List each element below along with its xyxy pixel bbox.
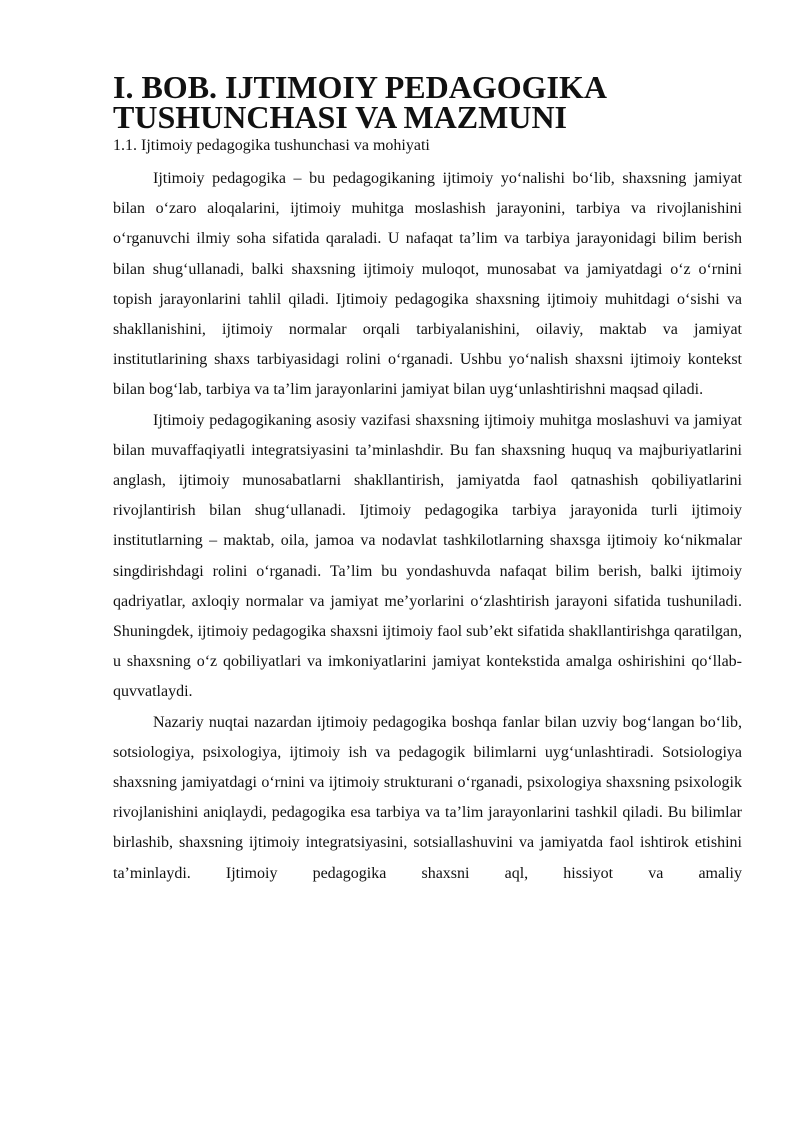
section-title: 1.1. Ijtimoiy pedagogika tushunchasi va mohiyati <box>113 137 430 154</box>
document-page <box>113 69 742 889</box>
chapter-title: I. BOB. IJTIMOIY PEDAGOGIKA TUSHUNCHASI VA MAZMUNI <box>113 69 606 135</box>
paragraph-2: Ijtimoiy pedagogikaning asosiy vazifasi shaxsning ijtimoiy muhitga moslashuvi va jamiyat bilan muvaffaqiyatli integratsiyasini ta’minlashdir. Bu fan shaxsning huquq va majburiyatlarini anglash, ijtimoiy munosabatlarni shakllantirish, jamiyatda faol qatnashish qobiliyatlarini rivojlantirish bilan shug‘ullanadi. Ijtimoiy pedagogika tarbiya jarayonida turli ijtimoiy institutlarning – maktab, oila, jamoa va nodavlat tashkilotlarning shaxsga ijtimoiy ko‘nikmalar singdirishdagi rolini o‘rganadi. Ta’lim bu yondashuvda nafaqat bilim berish, balki ijtimoiy qadriyatlar, axloqiy normalar va jamiyat me’yorlarini o‘zlashtirish jarayoni sifatida tushuniladi. Shuningdek, ijtimoiy pedagogika shaxsni ijtimoiy faol sub’ekt sifatida shakllantirishga qaratilgan, u shaxsning o‘z qobiliyatlari va imkoniyatlarini jamiyat kontekstida amalga oshirishini qo‘llab-quvvatlaydi. <box>113 411 742 701</box>
paragraph-3: Nazariy nuqtai nazardan ijtimoiy pedagogika boshqa fanlar bilan uzviy bog‘langan bo‘lib, sotsiologiya, psixologiya, ijtimoiy ish va pedagogik bilimlarni uyg‘unlashtiradi. Sotsiologiya shaxsning jamiyatdagi o‘rnini va ijtimoiy strukturani o‘rganadi, psixologiya shaxsning psixologik rivojlanishini aniqlaydi, pedagogika esa tarbiya va ta’lim jarayonlarini tashkil qiladi. Bu bilimlar birlashib, shaxsning ijtimoiy integratsiyasini, sotsiallashuvini va jamiyatda faol ishtirok etishini ta’minlaydi. Ijtimoiy pedagogika shaxsni aql, hissiyot va amaliy <box>113 713 742 882</box>
paragraph-1: Ijtimoiy pedagogika – bu pedagogikaning ijtimoiy yo‘nalishi bo‘lib, shaxsning jamiyat bilan o‘zaro aloqalarini, ijtimoiy muhitga moslashish jarayonini, tarbiya va rivojlanishini o‘rganuvchi ilmiy soha sifatida qaraladi. U nafaqat ta’lim va tarbiya jarayonidagi bilim berish bilan shug‘ullanadi, balki shaxsning ijtimoiy muloqot, munosabat va jamiyatdagi o‘z o‘rnini topish jarayonlarini tahlil qiladi. Ijtimoiy pedagogika shaxsning ijtimoiy muhitdagi o‘sishi va shakllanishini, ijtimoiy normalar orqali tarbiyalanishini, oilaviy, maktab va jamiyat institutlarining shaxs tarbiyasidagi rolini o‘rganadi. Ushbu yo‘nalish shaxsni ijtimoiy kontekst bilan bog‘lab, tarbiya va ta’lim jarayonlarini jamiyat bilan uyg‘unlashtirishni maqsad qiladi. <box>113 170 742 399</box>
